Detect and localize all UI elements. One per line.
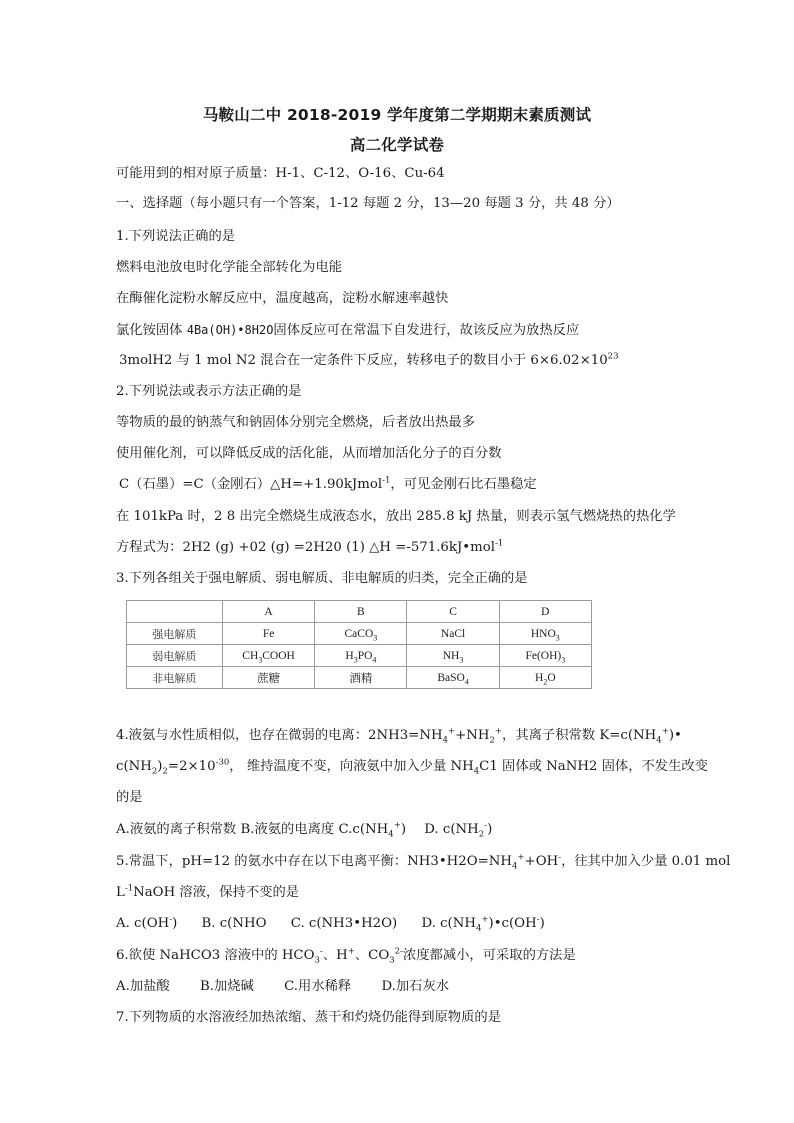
q3-stem: 3.下列各组关于强电解质、弱电解质、非电解质的归类，完全正确的是 <box>116 571 528 586</box>
q4-option-b: B.液氨的电离度 <box>240 822 335 837</box>
table-cell: 酒精 <box>315 667 407 689</box>
table-corner-cell <box>127 601 223 623</box>
table-header-d: D <box>499 601 591 623</box>
table-cell: $Fe(OH)_3$ <box>499 645 591 667</box>
q4-option-c: $C.c(NH_4^+)$ <box>338 820 407 840</box>
q4-options <box>116 821 492 839</box>
q5-options <box>116 915 545 933</box>
q1-option-c: 氯化铵固体 4Ba(OH)•8H2O固体反应可在常温下自发进行，故该反应为放热反应 <box>116 323 580 338</box>
q5-stem-line1: 5.常温下，pH=12 的氨水中存在以下电离平衡：$NH3•H2O=NH_4^++OH^-$，往其中加入少量 0.01 mol <box>116 852 731 872</box>
q2-stem: 2.下列说法或表示方法正确的是 <box>116 384 302 399</box>
exam-subtitle: 高二化学试卷 <box>349 136 445 154</box>
table-row <box>127 645 592 667</box>
table-header-c: C <box>407 601 499 623</box>
table-cell: 蔗糖 <box>222 667 314 689</box>
table-cell: BaSO$_4$ <box>407 667 499 689</box>
electrolyte-table <box>126 600 592 689</box>
row-label-non: 非电解质 <box>127 667 223 689</box>
atomic-masses-note: 可能用到的相对原子质量：H-1、C-12、O-16、Cu-64 <box>116 166 445 181</box>
table-row <box>127 623 592 645</box>
q5-option-d: D. $c(NH_4^+)•c(OH^-)$ <box>421 914 545 934</box>
q5-stem-line2: $L^{-1}NaOH$ 溶液，保持不变的是 <box>116 883 300 900</box>
q2-option-a: 等物质的最的钠蒸气和钠固体分别完全燃烧，后者放出热最多 <box>116 415 476 430</box>
table-cell: CaCO$_3$ <box>315 623 407 645</box>
q4-option-d: D. $c(NH_2^-)$ <box>424 820 493 840</box>
q5-option-b: B. c(NHO <box>201 916 267 931</box>
q2-option-c: C（石墨）=C（金刚石）△H=+1.90kJmol$^{-1}$，可见金刚石比石墨稳定 <box>119 475 537 492</box>
q2-option-d-line1: 在 101kPa 时，2 8 出完全燃烧生成液态水，放出 285.8 kJ 热量，则表示氢气燃烧热的热化学 <box>116 509 676 524</box>
q2-option-b: 使用催化剂，可以降低反成的活化能，从而增加活化分子的百分数 <box>116 446 502 461</box>
row-label-strong: 强电解质 <box>127 623 223 645</box>
exam-title: 马鞍山二中 2018-2019 学年度第二学期期末素质测试 <box>202 106 592 124</box>
table-header-row <box>127 601 592 623</box>
q4-stem-line3: 的是 <box>116 790 143 805</box>
q4-stem-line2: $c(NH_2)_2=2\times 10^{-30}$， 维持温度不变，向液氨中加入少量 $NH_4C1$ 固体或 NaNH2 固体，不发生改变 <box>116 757 708 777</box>
table-cell: Fe <box>222 623 314 645</box>
table-header-b: B <box>315 601 407 623</box>
q5-option-c: C. c(NH3•H2O) <box>290 916 398 931</box>
table-cell: NaCl <box>407 623 499 645</box>
q1-option-c-formula: 4Ba(OH)•8H2O <box>186 323 274 337</box>
section-one-heading: 一、选择题（每小题只有一个答案，1-12 每题 2 分，13—20 每题 3 分，共 48 分） <box>116 196 620 211</box>
q1-option-b: 在酶催化淀粉水解反应中，温度越高，淀粉水解速率越快 <box>116 291 449 306</box>
q6-option-a: A.加盐酸 <box>116 979 170 994</box>
q1-option-a: 燃料电池放电时化学能全部转化为电能 <box>116 260 343 275</box>
q4-stem-line1: 4.液氨与水性质相似，也存在微弱的电离：$2NH3=NH_4^++NH_2^+$，其离子积常数 $K=c(NH_4^+)•$ <box>116 726 682 746</box>
q1-option-d: 3molH2 与 1 mol N2 混合在一定条件下反应，转移电子的数目小于 $6\times 6.02\times 10^{23}$ <box>119 351 619 368</box>
q2-option-d-line2: 方程式为：2H2 (g) +02 (g) =2H20 (1) △H =-571.6kJ•mol$^{-1}$ <box>116 538 504 555</box>
table-row <box>127 667 592 689</box>
q6-option-d: D.加石灰水 <box>381 979 450 994</box>
q4-option-a: A.液氨的离子积常数 <box>116 822 237 837</box>
q7-stem: 7.下列物质的水溶液经加热浓缩、蒸干和灼烧仍能得到原物质的是 <box>116 1010 501 1025</box>
q5-option-a: A. c(OH-) <box>116 914 178 931</box>
table-cell: $H_3PO_4$ <box>315 645 407 667</box>
q6-option-c: C.用水稀释 <box>284 979 352 994</box>
table-header-a: A <box>222 601 314 623</box>
q1-stem: 1.下列说法正确的是 <box>116 229 236 244</box>
table-cell: $CH_3COOH$ <box>222 645 314 667</box>
table-cell: $HNO_3$ <box>499 623 591 645</box>
q6-option-b: B.加烧碱 <box>199 979 254 994</box>
row-label-weak: 弱电解质 <box>127 645 223 667</box>
q6-stem: 6.欲使 NaHCO3 溶液中的 $HCO_3^-$、H+、$CO_3^{2-}$浓度都减小，可采取的方法是 <box>116 946 576 966</box>
q6-options <box>116 978 449 996</box>
table-cell: $H_2O$ <box>499 667 591 689</box>
table-cell: $NH_3$ <box>407 645 499 667</box>
